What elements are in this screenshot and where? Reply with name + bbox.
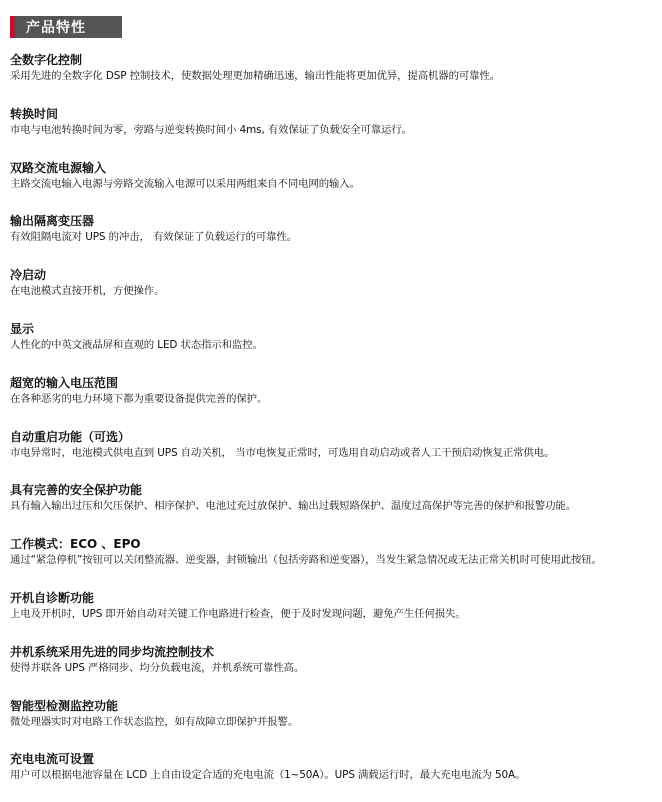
- feature-title: 超宽的输入电压范围: [10, 375, 119, 390]
- feature-description: 在电池模式直接开机，方便操作。: [10, 285, 165, 298]
- feature-title: 具有完善的安全保护功能: [10, 483, 143, 498]
- feature-title: 充电电流可设置: [10, 752, 95, 767]
- feature-item: [10, 49, 658, 103]
- feature-title: 自动重启功能（可选）: [10, 429, 131, 444]
- feature-item: [10, 533, 658, 587]
- feature-title: 双路交流电源输入: [10, 160, 107, 175]
- feature-item: [10, 157, 658, 211]
- feature-item: [10, 210, 658, 264]
- feature-item: [10, 318, 658, 372]
- feature-item: [10, 264, 658, 318]
- feature-item: [10, 372, 658, 426]
- feature-title: 并机系统采用先进的同步均流控制技术: [10, 644, 215, 659]
- feature-item: [10, 479, 658, 533]
- feature-description: 具有输入输出过压和欠压保护、相序保护、电池过充过放保护、输出过载短路保护、温度过高保护等完善的保护和报警功能。: [10, 500, 576, 513]
- feature-title: 全数字化控制: [10, 53, 83, 67]
- feature-title: 转换时间: [10, 106, 59, 121]
- features-list: [10, 49, 658, 802]
- feature-title: 开机自诊断功能: [10, 590, 95, 605]
- feature-item: [10, 587, 658, 641]
- feature-description: 市电与电池转换时间为零，旁路与逆变转换时间小 4ms, 有效保证了负载安全可靠运行。: [10, 123, 412, 136]
- feature-title: 显示: [10, 321, 35, 336]
- feature-description: 使得并联各 UPS 严格同步、均分负载电流，并机系统可靠性高。: [10, 661, 305, 674]
- feature-item: [10, 103, 658, 157]
- feature-item: [10, 426, 658, 480]
- feature-description: 用户可以根据电池容量在 LCD 上自由设定合适的充电电流（1~50A）。UPS 满载运行时，最大充电电流为 50A。: [10, 769, 526, 782]
- feature-description: 微处理器实时对电路工作状态监控，如有故障立即保护并报警。: [10, 715, 299, 728]
- feature-description: 人性化的中英文液晶屏和直观的 LED 状态指示和监控。: [10, 338, 263, 351]
- feature-item: [10, 748, 658, 802]
- feature-description: 采用先进的全数字化 DSP 控制技术，使数据处理更加精确迅速，输出性能将更加优异，提高机器的可靠性。: [10, 70, 501, 82]
- feature-title: 智能型检测监控功能: [10, 698, 119, 713]
- feature-title: 冷启动: [10, 268, 47, 283]
- feature-item: [10, 695, 658, 749]
- feature-description: 上电及开机时，UPS 即开始自动对关键工作电路进行检查，便于及时发现问题，避免产生任何损失。: [10, 607, 466, 620]
- feature-description: 在各种恶劣的电力环境下都为重要设备提供完善的保护。: [10, 392, 268, 405]
- feature-item: [10, 641, 658, 695]
- feature-description: 市电异常时，电池模式供电直到 UPS 自动关机， 当市电恢复正常时，可选用自动启动或者人工干预启动恢复正常供电。: [10, 446, 555, 459]
- feature-description: 有效阻隔电流对 UPS 的冲击， 有效保证了负载运行的可靠性。: [10, 231, 298, 244]
- feature-description: 通过“紧急停机”按钮可以关闭整流器、逆变器，封锁输出（包括旁路和逆变器），当发生紧急情况或无法正常关机时可使用此按钮。: [10, 554, 602, 567]
- feature-title: 输出隔离变压器: [10, 214, 95, 229]
- feature-description: 主路交流电输入电源与旁路交流输入电源可以采用两组来自不同电网的输入。: [10, 177, 360, 190]
- section-header: [10, 16, 122, 38]
- section-title: 产品特性: [26, 20, 86, 36]
- feature-title: 工作模式：ECO 、EPO: [10, 537, 141, 552]
